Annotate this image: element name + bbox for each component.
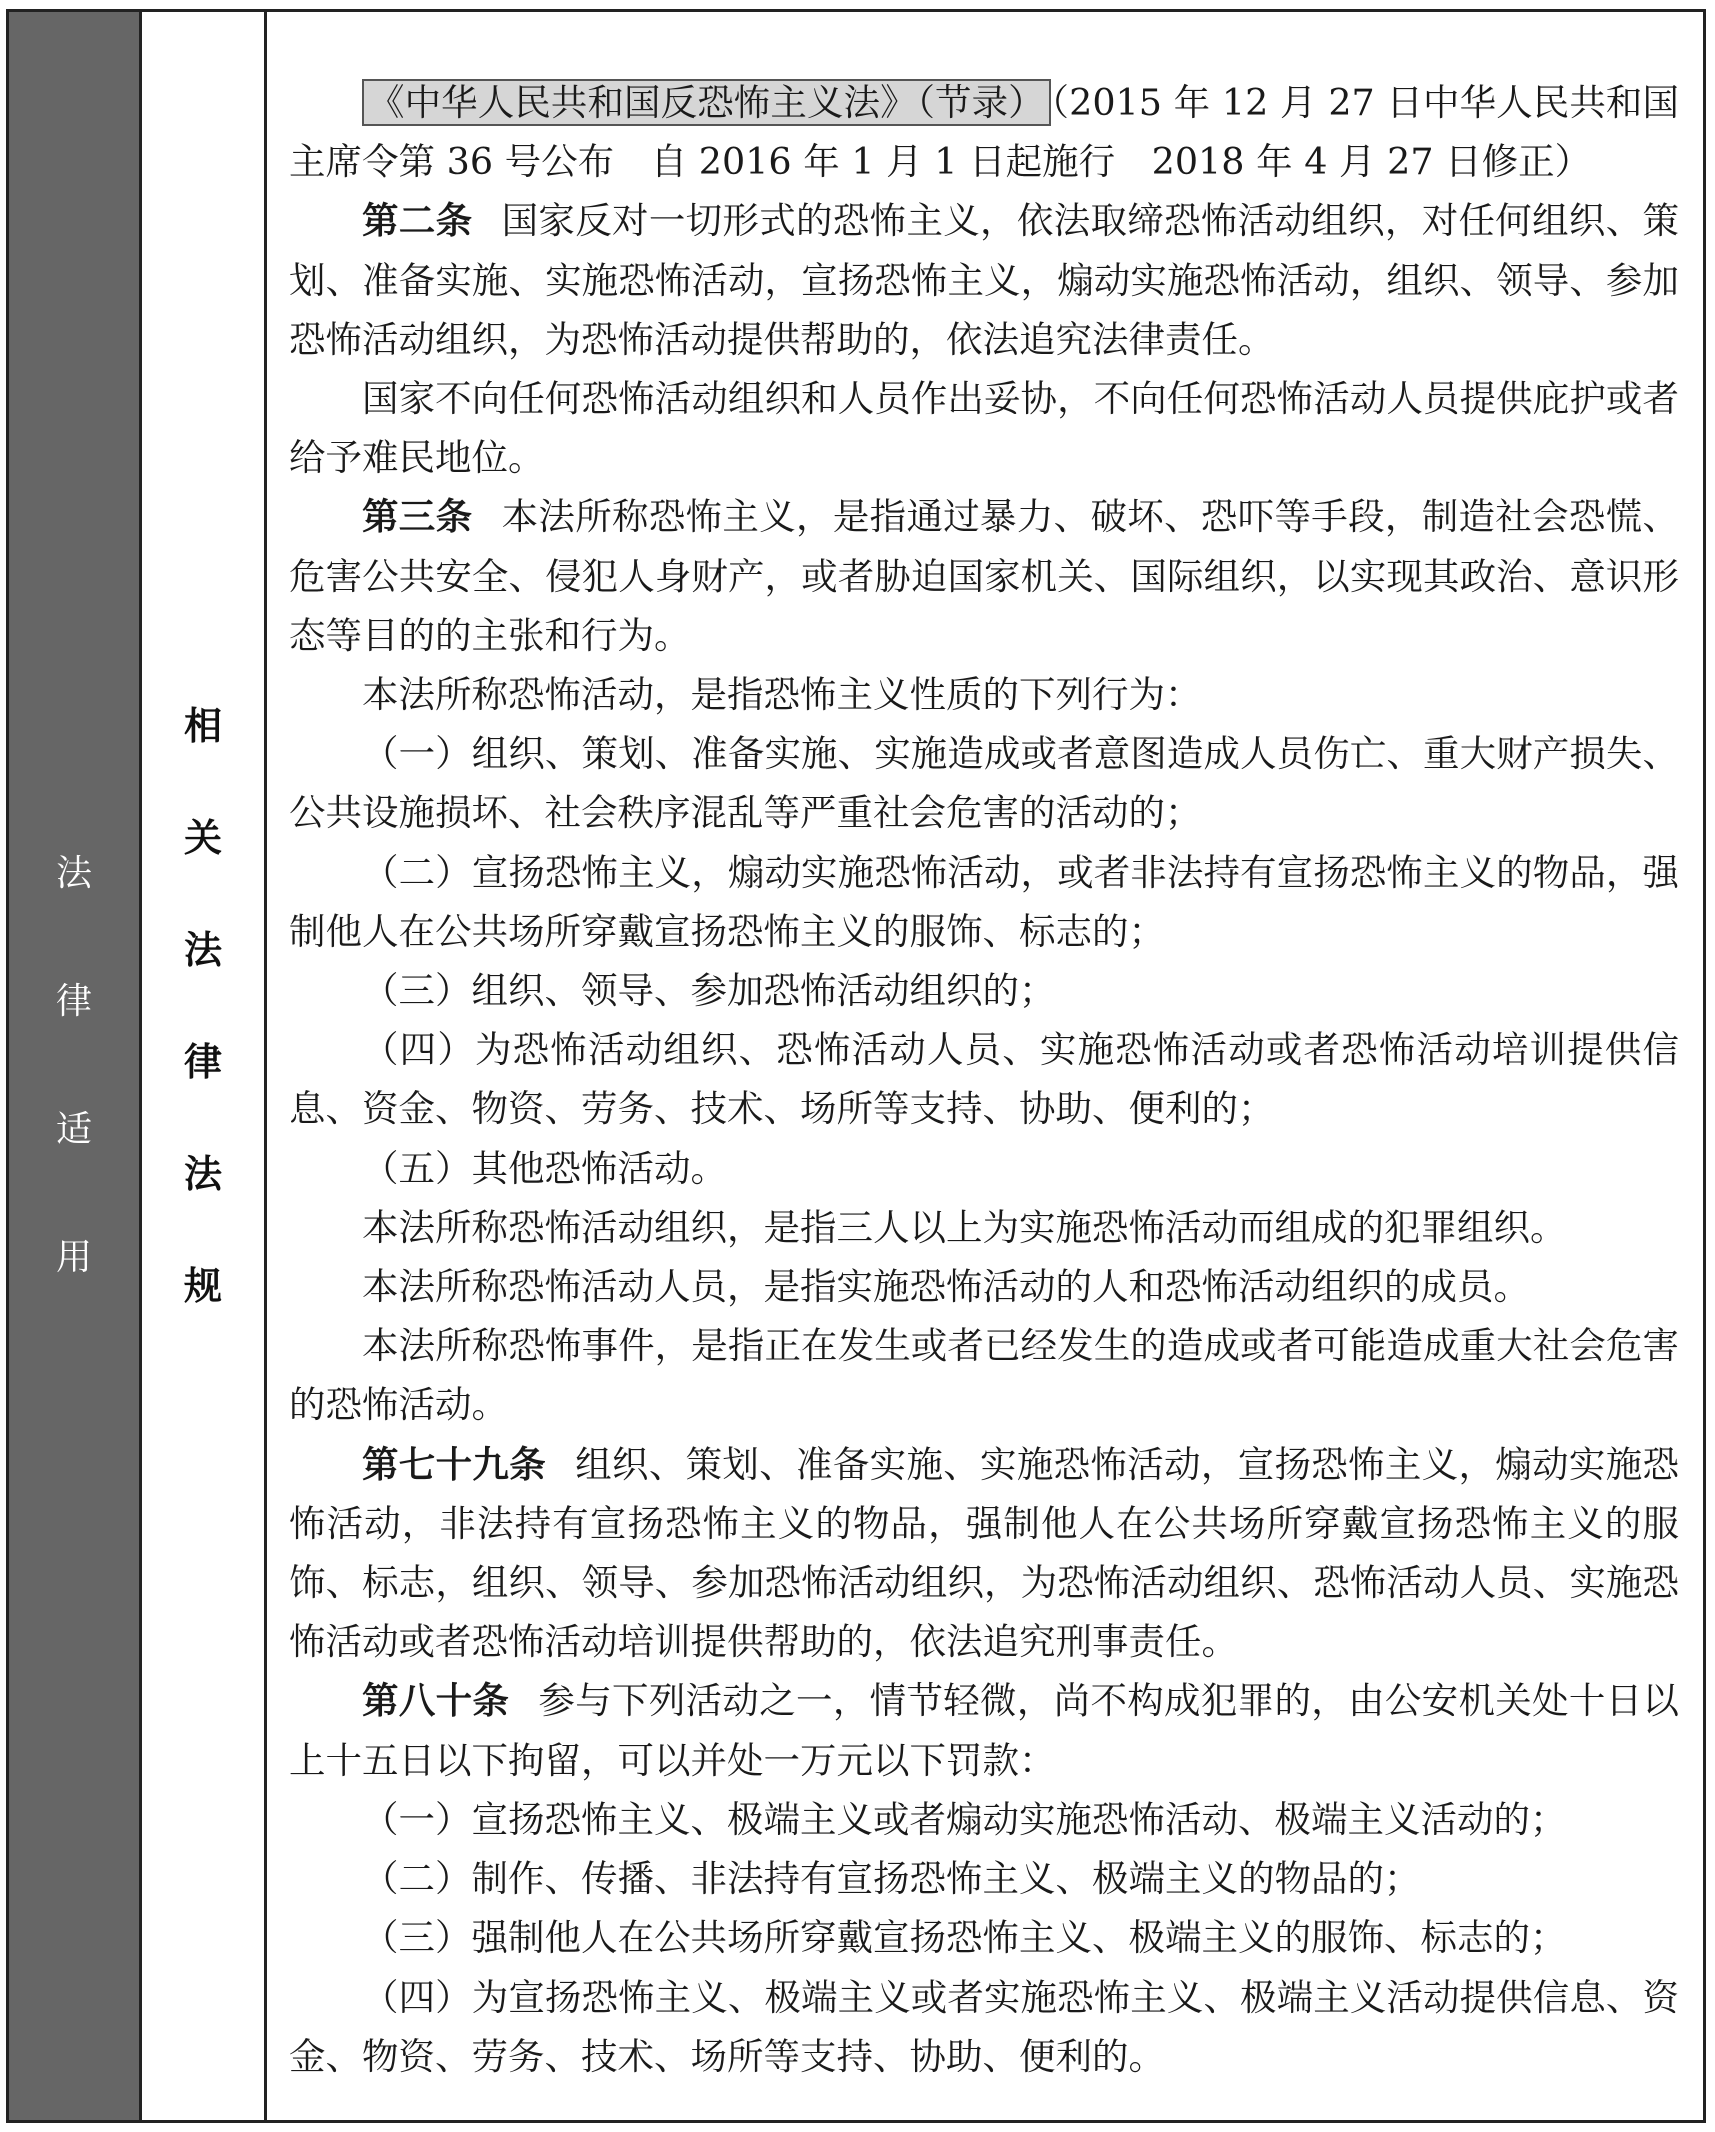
- section-char: 法: [183, 928, 222, 972]
- list-item: （四）为恐怖活动组织、恐怖活动人员、实施恐怖活动或者恐怖活动培训提供信息、资金、物资、劳务、技术、场所等支持、协助、便利的；: [289, 1028, 1679, 1131]
- paragraph: 国家不向任何恐怖活动组织和人员作出妥协，不向任何恐怖活动人员提供庇护或者给予难民地位。: [289, 377, 1679, 480]
- article-text: 组织、策划、准备实施、实施恐怖活动，宣扬恐怖主义，煽动实施恐怖活动，非法持有宣扬恐怖主义的物品，强制他人在公共场所穿戴宣扬恐怖主义的服饰、标志，组织、领导、参加恐怖活动组织，为恐怖活动组织、恐怖活动人员、实施恐怖活动或者恐怖活动培训提供帮助的，依法追究刑事责任。: [289, 1442, 1680, 1664]
- list-item: （四）为宣扬恐怖主义、极端主义或者实施恐怖主义、极端主义活动提供信息、资金、物资、劳务、技术、场所等支持、协助、便利的。: [289, 1975, 1679, 2078]
- article-number: 第三条: [362, 495, 473, 539]
- law-table: [6, 9, 1706, 2123]
- list-item: （一）组织、策划、准备实施、实施造成或者意图造成人员伤亡、重大财产损失、公共设施损坏、社会秩序混乱等严重社会危害的活动的；: [289, 732, 1679, 835]
- section-column: [142, 12, 267, 2120]
- law-heading: [289, 73, 1679, 191]
- category-char: 适: [55, 1109, 92, 1150]
- article-text: 参与下列活动之一，情节轻微，尚不构成犯罪的，由公安机关处十日以上十五日以下拘留，可以并处一万元以下罚款：: [289, 1679, 1680, 1782]
- section-char: 律: [183, 1040, 222, 1084]
- section-char: 法: [183, 1152, 222, 1196]
- list-item: （三）强制他人在公共场所穿戴宣扬恐怖主义、极端主义的服饰、标志的；: [362, 1916, 1567, 1960]
- category-char: 用: [55, 1237, 92, 1278]
- article-text: 国家反对一切形式的恐怖主义，依法取缔恐怖活动组织，对任何组织、策划、准备实施、实施恐怖活动，宣扬恐怖主义，煽动实施恐怖活动，组织、领导、参加恐怖活动组织，为恐怖活动提供帮助的，依法追究法律责任。: [289, 199, 1680, 361]
- article-79: [289, 1435, 1679, 1672]
- section-char: 关: [183, 816, 222, 860]
- paragraph: 本法所称恐怖活动人员，是指实施恐怖活动的人和恐怖活动组织的成员。: [362, 1265, 1530, 1309]
- article-number: 第八十条: [362, 1679, 510, 1723]
- list-item: （五）其他恐怖活动。: [362, 1146, 727, 1190]
- list-item: （一）宣扬恐怖主义、极端主义或者煽动实施恐怖活动、极端主义活动的；: [362, 1797, 1567, 1841]
- paragraph: 本法所称恐怖活动组织，是指三人以上为实施恐怖活动而组成的犯罪组织。: [362, 1205, 1567, 1249]
- paragraph: 本法所称恐怖事件，是指正在发生或者已经发生的造成或者可能造成重大社会危害的恐怖活动。: [289, 1324, 1679, 1427]
- list-item: （三）组织、领导、参加恐怖活动组织的；: [362, 969, 1056, 1013]
- article-2: [289, 191, 1679, 369]
- article-number: 第二条: [362, 199, 473, 243]
- category-char: 法: [55, 853, 92, 894]
- paragraph: 本法所称恐怖活动，是指恐怖主义性质的下列行为：: [362, 673, 1202, 717]
- law-source-note: （2015 年 12 月 27 日中华人民共和国主席令第 36 号公布 自 2016 年 1 月 1 日起施行 2018 年 4 月 27 日修正）: [289, 81, 1679, 184]
- article-number: 第七十九条: [362, 1442, 547, 1486]
- category-char: 律: [55, 981, 92, 1022]
- list-item: （二）宣扬恐怖主义，煽动实施恐怖活动，或者非法持有宣扬恐怖主义的物品，强制他人在公共场所穿戴宣扬恐怖主义的服饰、标志的；: [289, 850, 1679, 953]
- category-column: [9, 12, 142, 2120]
- list-item: （二）制作、传播、非法持有宣扬恐怖主义、极端主义的物品的；: [362, 1857, 1421, 1901]
- article-3: [289, 487, 1679, 665]
- section-char: 相: [183, 704, 222, 748]
- section-char: 规: [183, 1264, 222, 1308]
- law-text: [267, 12, 1703, 2120]
- article-80: [289, 1671, 1679, 1789]
- article-text: 本法所称恐怖主义，是指通过暴力、破坏、恐吓等手段，制造社会恐慌、危害公共安全、侵犯人身财产，或者胁迫国家机关、国际组织，以实现其政治、意识形态等目的的主张和行为。: [289, 495, 1680, 657]
- law-title: 《中华人民共和国反恐怖主义法》（节录）: [362, 79, 1051, 126]
